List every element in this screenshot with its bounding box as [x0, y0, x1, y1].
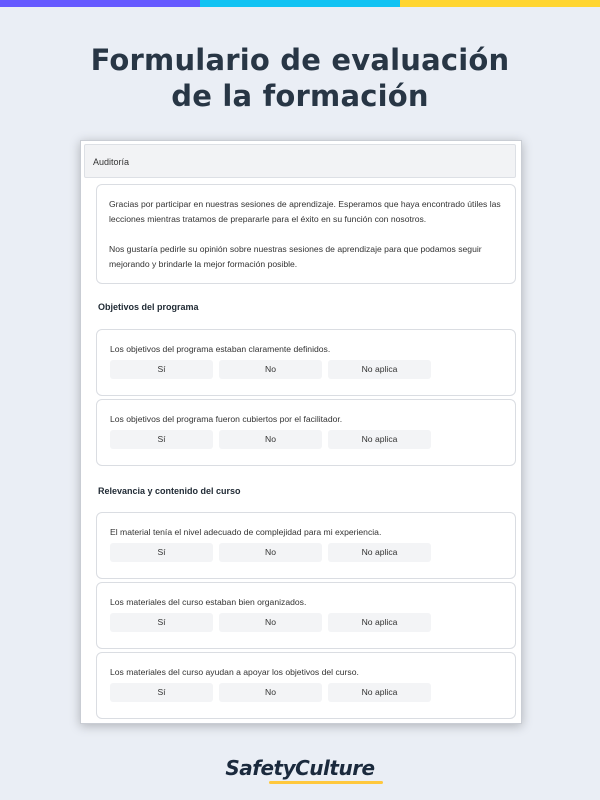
intro-paragraph-1: Gracias por participar en nuestras sesiones de aprendizaje. Esperamos que haya encontrado útiles las lecciones mientras tratamos de prepararle para el éxito en su función con nosotros. — [109, 199, 501, 224]
question-text: Los materiales del curso estaban bien organizados. — [110, 597, 307, 607]
top-accent-bar — [0, 0, 600, 7]
answer-options — [110, 360, 431, 379]
answer-yes-button[interactable]: Sí — [110, 613, 213, 632]
brand-name: SafetyCulture — [225, 756, 375, 780]
question-card — [96, 329, 516, 396]
accent-segment-yellow — [400, 0, 600, 7]
brand-underline — [269, 781, 383, 784]
form-screenshot-card — [80, 140, 522, 724]
answer-na-button[interactable]: No aplica — [328, 613, 431, 632]
answer-options — [110, 430, 431, 449]
answer-options — [110, 613, 431, 632]
answer-options — [110, 543, 431, 562]
section-heading-objectives: Objetivos del programa — [98, 302, 199, 312]
question-text: Los materiales del curso ayudan a apoyar los objetivos del curso. — [110, 667, 359, 677]
answer-options — [110, 683, 431, 702]
question-text: Los objetivos del programa estaban claramente definidos. — [110, 344, 331, 354]
answer-yes-button[interactable]: Sí — [110, 360, 213, 379]
form-header: Auditoría — [84, 144, 516, 178]
answer-yes-button[interactable]: Sí — [110, 683, 213, 702]
question-card — [96, 652, 516, 719]
answer-no-button[interactable]: No — [219, 683, 322, 702]
page-title — [0, 42, 600, 114]
answer-na-button[interactable]: No aplica — [328, 543, 431, 562]
answer-no-button[interactable]: No — [219, 543, 322, 562]
question-text: El material tenía el nivel adecuado de complejidad para mi experiencia. — [110, 527, 382, 537]
intro-paragraph-2: Nos gustaría pedirle su opinión sobre nuestras sesiones de aprendizaje para que podamos seguir mejorando y brindarle la mejor formación posible. — [109, 244, 482, 269]
answer-yes-button[interactable]: Sí — [110, 430, 213, 449]
answer-yes-button[interactable]: Sí — [110, 543, 213, 562]
question-card — [96, 399, 516, 466]
question-card — [96, 582, 516, 649]
page-title-line-2: de la formación — [171, 79, 429, 113]
question-card — [96, 512, 516, 579]
question-text: Los objetivos del programa fueron cubiertos por el facilitador. — [110, 414, 343, 424]
answer-na-button[interactable]: No aplica — [328, 430, 431, 449]
accent-segment-purple — [0, 0, 200, 7]
answer-no-button[interactable]: No — [219, 613, 322, 632]
page-title-line-1: Formulario de evaluación — [90, 43, 510, 77]
answer-na-button[interactable]: No aplica — [328, 683, 431, 702]
intro-box — [96, 184, 516, 284]
answer-na-button[interactable]: No aplica — [328, 360, 431, 379]
answer-no-button[interactable]: No — [219, 360, 322, 379]
answer-no-button[interactable]: No — [219, 430, 322, 449]
accent-segment-blue — [200, 0, 400, 7]
section-heading-relevance: Relevancia y contenido del curso — [98, 486, 241, 496]
brand-logo — [0, 756, 600, 780]
